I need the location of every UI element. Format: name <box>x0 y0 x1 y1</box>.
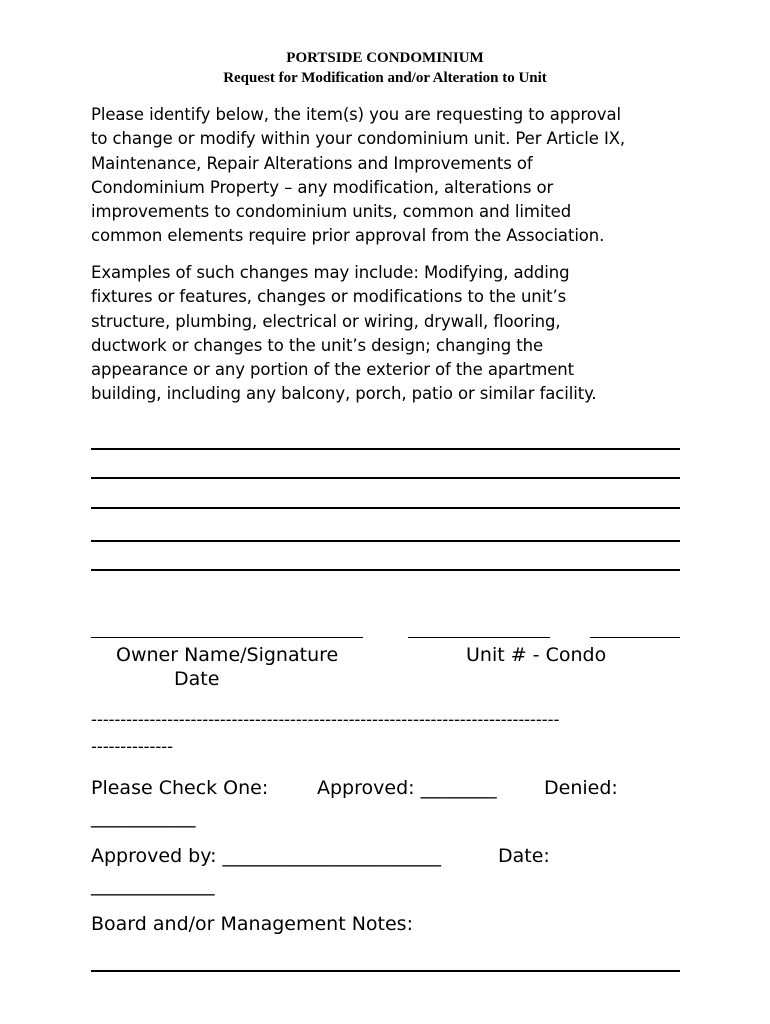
approved-field[interactable]: Approved: ________ <box>317 777 497 799</box>
examples-line: building, including any balcony, porch, patio or similar facility. <box>91 384 597 404</box>
notes-label: Board and/or Management Notes: <box>91 913 413 935</box>
examples-line: appearance or any portion of the exterior of the apartment <box>91 360 575 380</box>
unit-condo-label: Unit # - Condo <box>466 644 607 666</box>
request-line-2[interactable] <box>91 477 680 479</box>
unit-number-line[interactable] <box>408 637 550 638</box>
examples-line: fixtures or features, changes or modifications to the unit’s <box>91 287 567 307</box>
owner-signature-line[interactable] <box>91 637 363 638</box>
intro-line: to change or modify within your condominium unit. Per Article IX, <box>91 129 626 149</box>
request-line-4[interactable] <box>91 540 680 542</box>
intro-line: Condominium Property – any modification, alterations or <box>91 177 554 197</box>
intro-paragraph <box>91 103 691 249</box>
signature-date-label: Date <box>174 668 220 690</box>
request-line-1[interactable] <box>91 448 680 450</box>
separator-line-continued: -------------- <box>91 737 173 756</box>
examples-line: ductwork or changes to the unit’s design; changing the <box>91 335 544 355</box>
check-one-label: Please Check One: <box>91 777 269 799</box>
intro-line: Please identify below, the item(s) you are requesting to approval <box>91 105 621 124</box>
denied-label: Denied: <box>544 777 618 799</box>
examples-line: Examples of such changes may include: Modifying, adding <box>91 263 570 282</box>
denied-field-blank[interactable]: ___________ <box>91 806 196 828</box>
notes-line[interactable] <box>91 970 680 972</box>
approval-date-label: Date: <box>498 845 550 867</box>
signature-date-line[interactable] <box>590 637 680 638</box>
intro-line: Maintenance, Repair Alterations and Improvements of <box>91 153 533 173</box>
document-subtitle: Request for Modification and/or Alteration to Unit <box>223 70 547 86</box>
request-line-5[interactable] <box>91 569 680 571</box>
intro-line: common elements require prior approval from the Association. <box>91 226 605 246</box>
request-line-3[interactable] <box>91 507 680 509</box>
document-title: PORTSIDE CONDOMINIUM <box>286 50 484 66</box>
owner-signature-label: Owner Name/Signature <box>116 644 339 666</box>
approved-by-field[interactable]: Approved by: _______________________ <box>91 845 442 867</box>
examples-paragraph <box>91 261 691 407</box>
examples-line: structure, plumbing, electrical or wiring, drywall, flooring, <box>91 311 561 331</box>
intro-line: improvements to condominium units, common and limited <box>91 202 572 222</box>
approval-date-blank[interactable]: _____________ <box>91 874 215 896</box>
separator-line: -------------------------------------------------------------------------------- <box>91 710 560 729</box>
